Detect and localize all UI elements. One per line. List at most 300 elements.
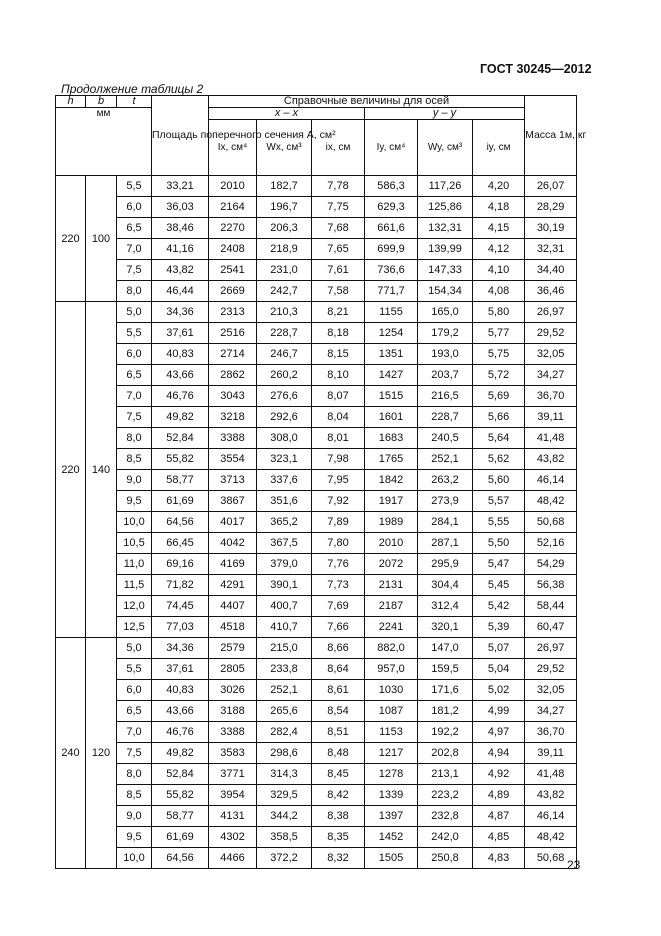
cell-wx: 329,5 bbox=[257, 785, 312, 806]
cell-area: 55,82 bbox=[152, 785, 209, 806]
cell-iy-moment: 1217 bbox=[365, 743, 418, 764]
cell-ix-radius: 8,04 bbox=[312, 407, 365, 428]
table-row bbox=[56, 785, 577, 806]
cell-t: 5,5 bbox=[117, 176, 152, 197]
cell-ix-moment: 2164 bbox=[209, 197, 257, 218]
cell-ix-moment: 3388 bbox=[209, 428, 257, 449]
cell-iy-moment: 2131 bbox=[365, 575, 418, 596]
page-number: 23 bbox=[567, 858, 581, 872]
cell-area: 34,36 bbox=[152, 302, 209, 323]
table-row bbox=[56, 239, 577, 260]
cell-wy: 159,5 bbox=[418, 659, 473, 680]
cell-ix-moment: 2313 bbox=[209, 302, 257, 323]
cell-area: 66,45 bbox=[152, 533, 209, 554]
cell-wy: 125,86 bbox=[418, 197, 473, 218]
cell-ix-radius: 8,35 bbox=[312, 827, 365, 848]
cell-wy: 312,4 bbox=[418, 596, 473, 617]
cell-ix-moment: 2805 bbox=[209, 659, 257, 680]
cell-wy: 154,34 bbox=[418, 281, 473, 302]
cell-area: 58,77 bbox=[152, 806, 209, 827]
cell-mass: 41,48 bbox=[525, 764, 577, 785]
cell-iy-moment: 2010 bbox=[365, 533, 418, 554]
cell-area: 40,83 bbox=[152, 344, 209, 365]
header-b: b bbox=[86, 96, 117, 108]
table-row bbox=[56, 407, 577, 428]
table-row bbox=[56, 512, 577, 533]
cell-iy-radius: 4,94 bbox=[473, 743, 525, 764]
cell-area: 64,56 bbox=[152, 848, 209, 869]
document-standard-header: ГОСТ 30245—2012 bbox=[480, 62, 592, 76]
cell-t: 6,0 bbox=[117, 197, 152, 218]
cell-t: 9,5 bbox=[117, 491, 152, 512]
cell-area: 61,69 bbox=[152, 827, 209, 848]
cell-iy-radius: 5,47 bbox=[473, 554, 525, 575]
cell-ix-moment: 3954 bbox=[209, 785, 257, 806]
cell-wx: 215,0 bbox=[257, 638, 312, 659]
cell-area: 58,77 bbox=[152, 470, 209, 491]
cell-ix-moment: 2270 bbox=[209, 218, 257, 239]
cell-iy-radius: 5,75 bbox=[473, 344, 525, 365]
cell-ix-moment: 4291 bbox=[209, 575, 257, 596]
cell-area: 71,82 bbox=[152, 575, 209, 596]
cell-wx: 351,6 bbox=[257, 491, 312, 512]
cell-t: 9,0 bbox=[117, 806, 152, 827]
cell-mass: 32,05 bbox=[525, 680, 577, 701]
cell-iy-radius: 4,99 bbox=[473, 701, 525, 722]
cell-ix-radius: 7,95 bbox=[312, 470, 365, 491]
table-row bbox=[56, 218, 577, 239]
table-row bbox=[56, 365, 577, 386]
cell-mass: 36,46 bbox=[525, 281, 577, 302]
table-row bbox=[56, 575, 577, 596]
cell-mass: 28,29 bbox=[525, 197, 577, 218]
cell-iy-radius: 4,87 bbox=[473, 806, 525, 827]
cell-ix-moment: 4407 bbox=[209, 596, 257, 617]
cell-iy-moment: 1351 bbox=[365, 344, 418, 365]
cell-ix-moment: 4042 bbox=[209, 533, 257, 554]
cell-iy-radius: 4,85 bbox=[473, 827, 525, 848]
cell-wy: 252,1 bbox=[418, 449, 473, 470]
group-h-cell: 240 bbox=[56, 638, 86, 869]
cell-iy-moment: 957,0 bbox=[365, 659, 418, 680]
cell-area: 43,82 bbox=[152, 260, 209, 281]
table-row bbox=[56, 701, 577, 722]
cell-ix-radius: 8,48 bbox=[312, 743, 365, 764]
group-b-cell: 120 bbox=[86, 638, 117, 869]
group-b-cell: 140 bbox=[86, 302, 117, 638]
cell-iy-moment: 1153 bbox=[365, 722, 418, 743]
cell-ix-moment: 2669 bbox=[209, 281, 257, 302]
table-row bbox=[56, 281, 577, 302]
cell-ix-moment: 4169 bbox=[209, 554, 257, 575]
cell-wy: 304,4 bbox=[418, 575, 473, 596]
cell-ix-moment: 3771 bbox=[209, 764, 257, 785]
cell-wx: 358,5 bbox=[257, 827, 312, 848]
cell-mass: 46,14 bbox=[525, 806, 577, 827]
table-row bbox=[56, 470, 577, 491]
cell-wy: 139,99 bbox=[418, 239, 473, 260]
cell-iy-radius: 5,55 bbox=[473, 512, 525, 533]
cell-t: 7,5 bbox=[117, 260, 152, 281]
cell-ix-radius: 8,66 bbox=[312, 638, 365, 659]
cell-wy: 165,0 bbox=[418, 302, 473, 323]
cell-t: 6,0 bbox=[117, 680, 152, 701]
group-b-cell: 100 bbox=[86, 176, 117, 302]
cell-area: 46,44 bbox=[152, 281, 209, 302]
cell-mass: 52,16 bbox=[525, 533, 577, 554]
cell-ix-moment: 2579 bbox=[209, 638, 257, 659]
cell-t: 7,0 bbox=[117, 722, 152, 743]
cell-wy: 147,33 bbox=[418, 260, 473, 281]
cell-t: 6,0 bbox=[117, 344, 152, 365]
cell-mass: 26,97 bbox=[525, 638, 577, 659]
cell-wx: 231,0 bbox=[257, 260, 312, 281]
cell-area: 64,56 bbox=[152, 512, 209, 533]
cell-iy-radius: 5,80 bbox=[473, 302, 525, 323]
table-body bbox=[56, 176, 577, 869]
cell-t: 5,0 bbox=[117, 302, 152, 323]
cell-t: 6,5 bbox=[117, 365, 152, 386]
cell-wx: 344,2 bbox=[257, 806, 312, 827]
cell-wx: 233,8 bbox=[257, 659, 312, 680]
table-row bbox=[56, 323, 577, 344]
cell-iy-moment: 661,6 bbox=[365, 218, 418, 239]
cell-wx: 282,4 bbox=[257, 722, 312, 743]
cell-ix-moment: 3043 bbox=[209, 386, 257, 407]
cell-wy: 232,8 bbox=[418, 806, 473, 827]
cell-iy-radius: 4,92 bbox=[473, 764, 525, 785]
cell-wx: 337,6 bbox=[257, 470, 312, 491]
cell-wx: 365,2 bbox=[257, 512, 312, 533]
cell-wy: 202,8 bbox=[418, 743, 473, 764]
cell-ix-moment: 4017 bbox=[209, 512, 257, 533]
cell-mass: 30,19 bbox=[525, 218, 577, 239]
cell-iy-radius: 5,04 bbox=[473, 659, 525, 680]
header-axis-x: х – х bbox=[209, 108, 365, 120]
cell-iy-moment: 586,3 bbox=[365, 176, 418, 197]
cell-wy: 179,2 bbox=[418, 323, 473, 344]
cell-ix-radius: 8,01 bbox=[312, 428, 365, 449]
cell-ix-radius: 7,98 bbox=[312, 449, 365, 470]
cell-t: 5,0 bbox=[117, 638, 152, 659]
cell-t: 7,0 bbox=[117, 386, 152, 407]
table-row bbox=[56, 638, 577, 659]
cell-ix-moment: 2010 bbox=[209, 176, 257, 197]
cell-wx: 379,0 bbox=[257, 554, 312, 575]
cell-iy-radius: 5,42 bbox=[473, 596, 525, 617]
cell-area: 77,03 bbox=[152, 617, 209, 638]
cell-mass: 56,38 bbox=[525, 575, 577, 596]
cell-mass: 36,70 bbox=[525, 722, 577, 743]
cell-t: 5,5 bbox=[117, 323, 152, 344]
cell-iy-moment: 771,7 bbox=[365, 281, 418, 302]
cell-iy-moment: 1030 bbox=[365, 680, 418, 701]
cell-wx: 206,3 bbox=[257, 218, 312, 239]
group-h-cell: 220 bbox=[56, 302, 86, 638]
table-row bbox=[56, 722, 577, 743]
cell-t: 11,5 bbox=[117, 575, 152, 596]
table-row bbox=[56, 386, 577, 407]
cell-ix-radius: 7,61 bbox=[312, 260, 365, 281]
table-row bbox=[56, 449, 577, 470]
cell-wx: 276,6 bbox=[257, 386, 312, 407]
cell-iy-radius: 5,66 bbox=[473, 407, 525, 428]
cell-mass: 50,68 bbox=[525, 848, 577, 869]
cell-mass: 34,27 bbox=[525, 365, 577, 386]
cell-area: 40,83 bbox=[152, 680, 209, 701]
cell-iy-moment: 736,6 bbox=[365, 260, 418, 281]
cell-wy: 213,1 bbox=[418, 764, 473, 785]
header-area: Площадь поперечного сечения А, см² bbox=[152, 96, 209, 176]
cell-iy-moment: 1505 bbox=[365, 848, 418, 869]
cell-iy-moment: 1917 bbox=[365, 491, 418, 512]
table-row bbox=[56, 491, 577, 512]
table-header bbox=[56, 95, 587, 176]
cell-ix-radius: 8,61 bbox=[312, 680, 365, 701]
cell-iy-moment: 1254 bbox=[365, 323, 418, 344]
cell-ix-moment: 2541 bbox=[209, 260, 257, 281]
cell-area: 69,16 bbox=[152, 554, 209, 575]
header-iy-moment: Iy, см⁴ bbox=[365, 120, 418, 176]
cell-ix-moment: 3867 bbox=[209, 491, 257, 512]
cell-wx: 410,7 bbox=[257, 617, 312, 638]
cell-iy-radius: 5,60 bbox=[473, 470, 525, 491]
cell-iy-radius: 4,08 bbox=[473, 281, 525, 302]
cell-ix-radius: 7,80 bbox=[312, 533, 365, 554]
cell-area: 74,45 bbox=[152, 596, 209, 617]
cell-mass: 43,82 bbox=[525, 449, 577, 470]
table-row bbox=[56, 428, 577, 449]
cell-t: 7,5 bbox=[117, 743, 152, 764]
cell-iy-moment: 1601 bbox=[365, 407, 418, 428]
cell-t: 6,5 bbox=[117, 218, 152, 239]
cell-t: 8,5 bbox=[117, 785, 152, 806]
cell-mass: 60,47 bbox=[525, 617, 577, 638]
header-iy-radius: iy, см bbox=[473, 120, 525, 176]
cell-iy-radius: 5,07 bbox=[473, 638, 525, 659]
header-mass: Масса 1м, кг bbox=[525, 96, 577, 176]
cell-area: 43,66 bbox=[152, 701, 209, 722]
cell-ix-radius: 8,42 bbox=[312, 785, 365, 806]
cell-ix-moment: 3188 bbox=[209, 701, 257, 722]
cell-iy-radius: 4,97 bbox=[473, 722, 525, 743]
cell-iy-moment: 1339 bbox=[365, 785, 418, 806]
cell-wy: 171,6 bbox=[418, 680, 473, 701]
cell-ix-radius: 7,58 bbox=[312, 281, 365, 302]
cell-wx: 196,7 bbox=[257, 197, 312, 218]
header-reference-values: Справочные величины для осей bbox=[209, 96, 525, 108]
cell-wx: 323,1 bbox=[257, 449, 312, 470]
cell-wx: 390,1 bbox=[257, 575, 312, 596]
cell-ix-moment: 3554 bbox=[209, 449, 257, 470]
cell-iy-moment: 882,0 bbox=[365, 638, 418, 659]
cell-wx: 210,3 bbox=[257, 302, 312, 323]
cell-ix-radius: 7,76 bbox=[312, 554, 365, 575]
table-row bbox=[56, 743, 577, 764]
cell-ix-radius: 7,65 bbox=[312, 239, 365, 260]
cell-wy: 192,2 bbox=[418, 722, 473, 743]
cell-iy-radius: 5,45 bbox=[473, 575, 525, 596]
cell-ix-moment: 4518 bbox=[209, 617, 257, 638]
cell-iy-moment: 1452 bbox=[365, 827, 418, 848]
cell-iy-radius: 5,02 bbox=[473, 680, 525, 701]
cell-iy-moment: 2187 bbox=[365, 596, 418, 617]
cell-mass: 29,52 bbox=[525, 323, 577, 344]
cell-ix-radius: 8,15 bbox=[312, 344, 365, 365]
table-row bbox=[56, 260, 577, 281]
cell-ix-radius: 7,66 bbox=[312, 617, 365, 638]
cell-ix-radius: 7,73 bbox=[312, 575, 365, 596]
cell-mass: 36,70 bbox=[525, 386, 577, 407]
cell-t: 6,5 bbox=[117, 701, 152, 722]
cell-iy-radius: 4,12 bbox=[473, 239, 525, 260]
cell-ix-radius: 8,54 bbox=[312, 701, 365, 722]
cell-wy: 181,2 bbox=[418, 701, 473, 722]
header-wy: Wy, см³ bbox=[418, 120, 473, 176]
cell-area: 41,16 bbox=[152, 239, 209, 260]
cell-mass: 32,31 bbox=[525, 239, 577, 260]
cell-ix-radius: 7,75 bbox=[312, 197, 365, 218]
cell-area: 33,21 bbox=[152, 176, 209, 197]
cell-wx: 242,7 bbox=[257, 281, 312, 302]
cell-ix-radius: 8,38 bbox=[312, 806, 365, 827]
cell-area: 55,82 bbox=[152, 449, 209, 470]
cell-iy-radius: 4,10 bbox=[473, 260, 525, 281]
cell-wy: 203,7 bbox=[418, 365, 473, 386]
cell-wy: 242,0 bbox=[418, 827, 473, 848]
table-continuation-caption: Продолжение таблицы 2 bbox=[61, 82, 204, 96]
cell-ix-radius: 8,51 bbox=[312, 722, 365, 743]
cell-iy-radius: 5,62 bbox=[473, 449, 525, 470]
cell-ix-radius: 8,45 bbox=[312, 764, 365, 785]
cell-wy: 117,26 bbox=[418, 176, 473, 197]
cell-area: 46,76 bbox=[152, 722, 209, 743]
cell-wx: 308,0 bbox=[257, 428, 312, 449]
cell-ix-moment: 2714 bbox=[209, 344, 257, 365]
cell-t: 9,5 bbox=[117, 827, 152, 848]
cell-mass: 48,42 bbox=[525, 827, 577, 848]
cell-wx: 252,1 bbox=[257, 680, 312, 701]
section-properties-table bbox=[55, 95, 587, 869]
cell-mass: 34,27 bbox=[525, 701, 577, 722]
cell-wy: 228,7 bbox=[418, 407, 473, 428]
cell-mass: 46,14 bbox=[525, 470, 577, 491]
cell-ix-moment: 4302 bbox=[209, 827, 257, 848]
cell-iy-moment: 1087 bbox=[365, 701, 418, 722]
cell-mass: 29,52 bbox=[525, 659, 577, 680]
header-wx: Wx, см³ bbox=[257, 120, 312, 176]
cell-iy-radius: 4,18 bbox=[473, 197, 525, 218]
cell-wy: 287,1 bbox=[418, 533, 473, 554]
cell-wx: 218,9 bbox=[257, 239, 312, 260]
cell-mass: 41,48 bbox=[525, 428, 577, 449]
cell-wx: 298,6 bbox=[257, 743, 312, 764]
cell-ix-radius: 7,92 bbox=[312, 491, 365, 512]
cell-iy-radius: 5,77 bbox=[473, 323, 525, 344]
cell-area: 38,46 bbox=[152, 218, 209, 239]
cell-iy-moment: 1842 bbox=[365, 470, 418, 491]
cell-mass: 39,11 bbox=[525, 407, 577, 428]
table-row bbox=[56, 764, 577, 785]
cell-area: 49,82 bbox=[152, 407, 209, 428]
cell-wx: 246,7 bbox=[257, 344, 312, 365]
cell-mass: 26,07 bbox=[525, 176, 577, 197]
cell-wy: 320,1 bbox=[418, 617, 473, 638]
cell-ix-moment: 3218 bbox=[209, 407, 257, 428]
cell-iy-radius: 5,57 bbox=[473, 491, 525, 512]
cell-mass: 39,11 bbox=[525, 743, 577, 764]
group-h-cell: 220 bbox=[56, 176, 86, 302]
cell-mass: 48,42 bbox=[525, 491, 577, 512]
cell-wy: 284,1 bbox=[418, 512, 473, 533]
cell-t: 11,0 bbox=[117, 554, 152, 575]
cell-mass: 54,29 bbox=[525, 554, 577, 575]
table-row bbox=[56, 176, 577, 197]
cell-iy-radius: 5,72 bbox=[473, 365, 525, 386]
cell-ix-moment: 3026 bbox=[209, 680, 257, 701]
cell-wx: 367,5 bbox=[257, 533, 312, 554]
cell-iy-moment: 629,3 bbox=[365, 197, 418, 218]
cell-iy-moment: 2241 bbox=[365, 617, 418, 638]
cell-ix-moment: 4466 bbox=[209, 848, 257, 869]
header-ix-moment: Ix, см⁴ bbox=[209, 120, 257, 176]
cell-ix-radius: 7,89 bbox=[312, 512, 365, 533]
cell-t: 9,0 bbox=[117, 470, 152, 491]
table-row bbox=[56, 344, 577, 365]
cell-wy: 263,2 bbox=[418, 470, 473, 491]
header-h: h bbox=[56, 96, 86, 108]
cell-t: 8,5 bbox=[117, 449, 152, 470]
cell-mass: 58,44 bbox=[525, 596, 577, 617]
cell-iy-moment: 1427 bbox=[365, 365, 418, 386]
cell-iy-moment: 1515 bbox=[365, 386, 418, 407]
cell-wx: 372,2 bbox=[257, 848, 312, 869]
cell-ix-moment: 3583 bbox=[209, 743, 257, 764]
cell-ix-radius: 7,69 bbox=[312, 596, 365, 617]
cell-ix-moment: 4131 bbox=[209, 806, 257, 827]
cell-wy: 147,0 bbox=[418, 638, 473, 659]
cell-t: 8,0 bbox=[117, 281, 152, 302]
cell-area: 43,66 bbox=[152, 365, 209, 386]
cell-iy-radius: 5,64 bbox=[473, 428, 525, 449]
cell-iy-moment: 1278 bbox=[365, 764, 418, 785]
cell-wx: 260,2 bbox=[257, 365, 312, 386]
cell-wx: 400,7 bbox=[257, 596, 312, 617]
cell-wx: 265,6 bbox=[257, 701, 312, 722]
cell-mass: 34,40 bbox=[525, 260, 577, 281]
cell-t: 7,5 bbox=[117, 407, 152, 428]
cell-wy: 295,9 bbox=[418, 554, 473, 575]
cell-area: 52,84 bbox=[152, 428, 209, 449]
cell-iy-moment: 1397 bbox=[365, 806, 418, 827]
table-row bbox=[56, 554, 577, 575]
cell-iy-radius: 4,20 bbox=[473, 176, 525, 197]
cell-ix-moment: 2516 bbox=[209, 323, 257, 344]
cell-iy-moment: 1683 bbox=[365, 428, 418, 449]
table-row bbox=[56, 596, 577, 617]
cell-ix-radius: 8,21 bbox=[312, 302, 365, 323]
cell-area: 61,69 bbox=[152, 491, 209, 512]
cell-wy: 216,5 bbox=[418, 386, 473, 407]
cell-t: 10,0 bbox=[117, 848, 152, 869]
cell-wy: 250,8 bbox=[418, 848, 473, 869]
cell-ix-radius: 8,07 bbox=[312, 386, 365, 407]
cell-iy-moment: 2072 bbox=[365, 554, 418, 575]
table-row bbox=[56, 827, 577, 848]
cell-iy-radius: 5,50 bbox=[473, 533, 525, 554]
cell-area: 34,36 bbox=[152, 638, 209, 659]
cell-mass: 26,97 bbox=[525, 302, 577, 323]
